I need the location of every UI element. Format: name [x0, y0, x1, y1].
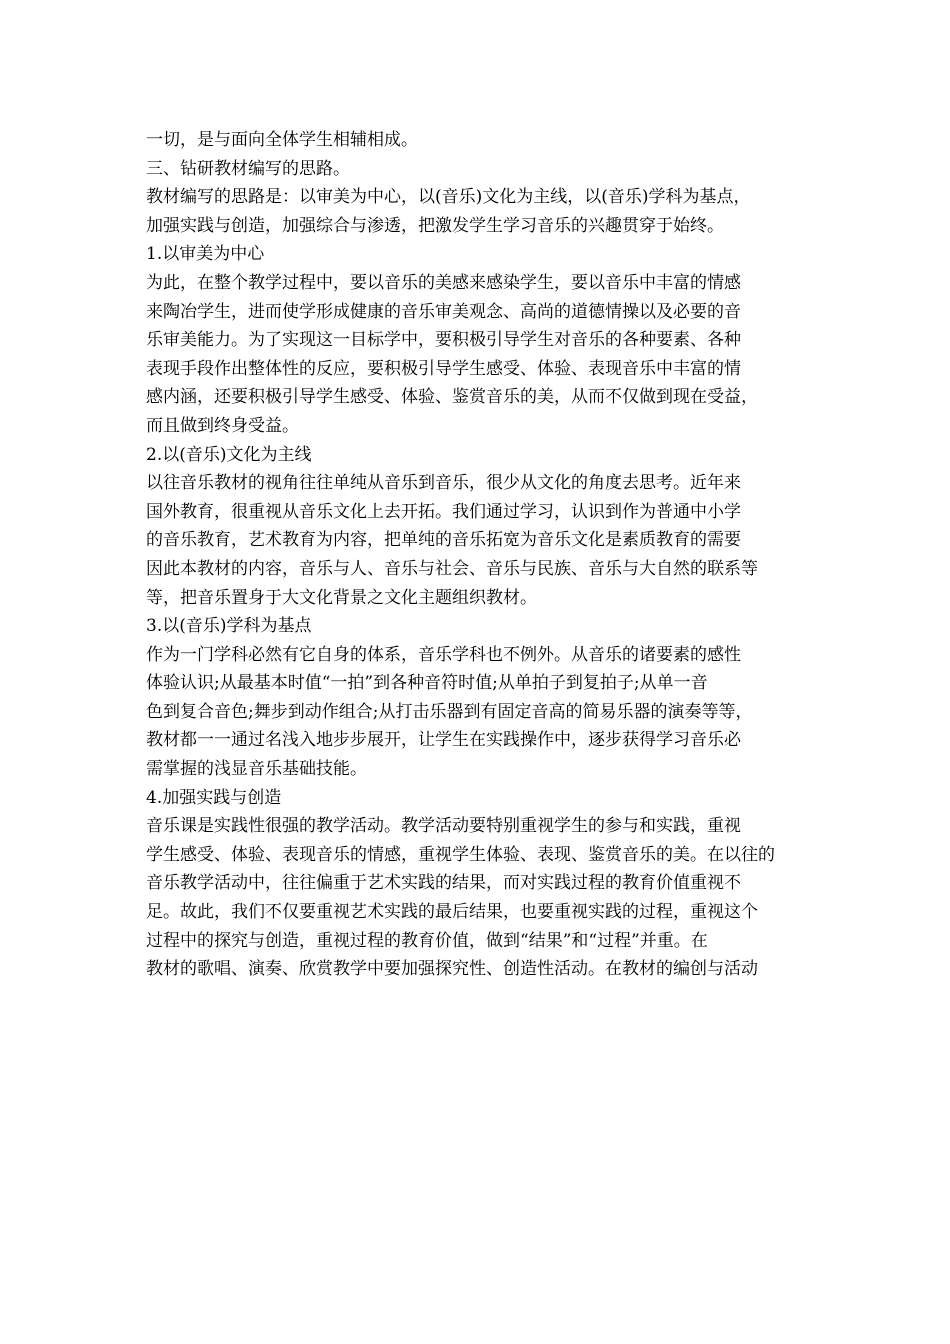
text-line: 表现手段作出整体性的反应，要积极引导学生感受、体验、表现音乐中丰富的情 — [146, 358, 741, 379]
text-line: 足。故此，我们不仅要重视艺术实践的最后结果，也要重视实践的过程，重视这个 — [146, 902, 758, 923]
text-line: 教材的歌唱、演奏、欣赏教学中要加强探究性、创造性活动。在教材的编创与活动 — [146, 959, 758, 980]
text-line: 乐审美能力。为了实现这一目标学中，要积极引导学生对音乐的各种要素、各种 — [146, 330, 741, 351]
text-line: 色到复合音色;舞步到动作组合;从打击乐器到有固定音高的简易乐器的演奏等等， — [146, 701, 753, 722]
section-heading: 三、钻研教材编写的思路。 — [146, 158, 350, 179]
text-line: 学生感受、体验、表现音乐的情感，重视学生体验、表现、鉴赏音乐的美。在以往的 — [146, 844, 775, 865]
text-line: 为此，在整个教学过程中，要以音乐的美感来感染学生，要以音乐中丰富的情感 — [146, 272, 741, 293]
text-line: 过程中的探究与创造，重视过程的教育价值，做到“结果”和“过程”并重。在 — [146, 930, 708, 951]
text-line: 以往音乐教材的视角往往单纯从音乐到音乐，很少从文化的角度去思考。近年来 — [146, 473, 741, 494]
subsection-heading: 4.加强实践与创造 — [146, 787, 282, 808]
text-line: 作为一门学科必然有它自身的体系，音乐学科也不例外。从音乐的诸要素的感性 — [146, 644, 741, 665]
text-line: 感内涵，还要积极引导学生感受、体验、鉴赏音乐的美，从而不仅做到现在受益， — [146, 387, 758, 408]
text-line: 教材都一一通过名浅入地步步展开，让学生在实践操作中，逐步获得学习音乐必 — [146, 730, 741, 751]
text-line: 加强实践与创造，加强综合与渗透，把激发学生学习音乐的兴趣贯穿于始终。 — [146, 215, 724, 236]
document-body — [146, 126, 816, 984]
text-line: 一切，是与面向全体学生相辅相成。 — [146, 130, 418, 150]
text-line: 音乐教学活动中，往往偏重于艺术实践的结果，而对实践过程的教育价值重视不 — [146, 873, 741, 894]
text-line: 因此本教材的内容，音乐与人、音乐与社会、音乐与民族、音乐与大自然的联系等 — [146, 558, 758, 579]
text-line: 国外教育，很重视从音乐文化上去开拓。我们通过学习，认识到作为普通中小学 — [146, 501, 741, 522]
text-line: 音乐课是实践性很强的教学活动。教学活动要特别重视学生的参与和实践，重视 — [146, 816, 741, 837]
subsection-heading: 1.以审美为中心 — [146, 244, 265, 265]
text-line: 等，把音乐置身于大文化背景之文化主题组织教材。 — [146, 587, 537, 608]
text-line: 体验认识;从最基本时值“一拍”到各种音符时值;从单拍子到复拍子;从单一音 — [146, 673, 708, 694]
text-line: 教材编写的思路是：以审美为中心，以(音乐)文化为主线，以(音乐)学科为基点， — [146, 187, 751, 208]
subsection-heading: 2.以(音乐)文化为主线 — [146, 444, 312, 465]
text-line: 的音乐教育，艺术教育为内容，把单纯的音乐拓宽为音乐文化是素质教育的需要 — [146, 530, 741, 551]
text-line: 而且做到终身受益。 — [146, 415, 299, 436]
text-line: 需掌握的浅显音乐基础技能。 — [146, 759, 367, 780]
text-line: 来陶冶学生，进而使学形成健康的音乐审美观念、高尚的道德情操以及必要的音 — [146, 301, 741, 322]
subsection-heading: 3.以(音乐)学科为基点 — [146, 616, 312, 637]
